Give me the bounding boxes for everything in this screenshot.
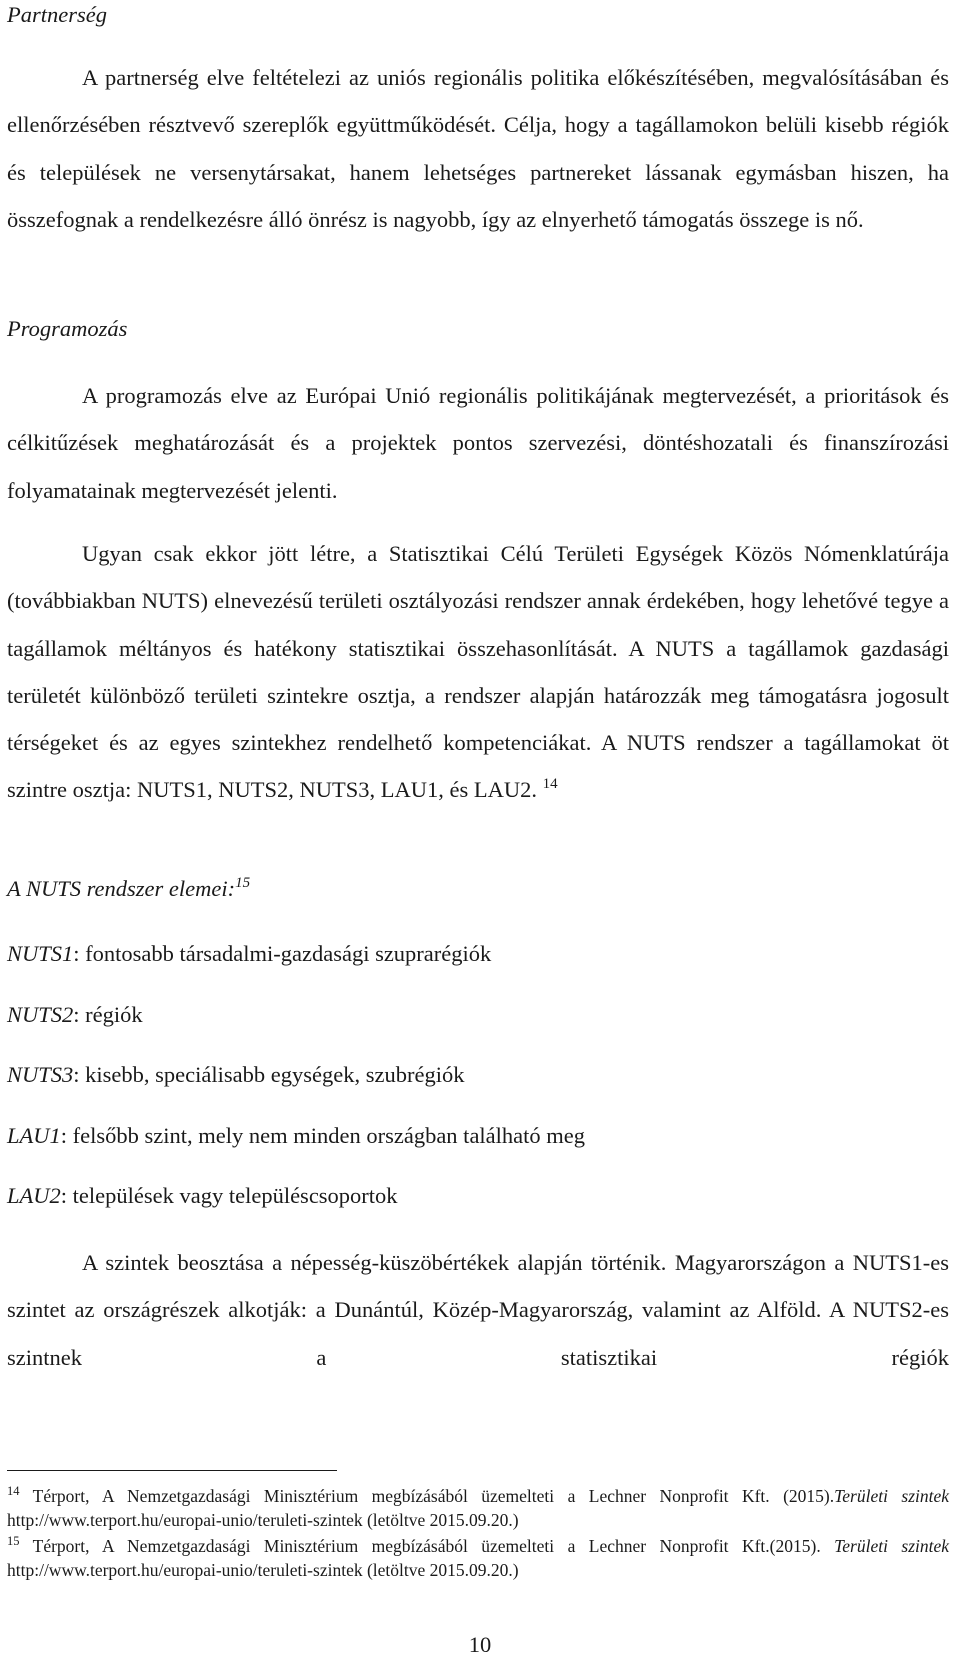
- nuts-list-item-nuts1: [7, 943, 491, 966]
- nuts-separator: :: [60, 1183, 73, 1208]
- nuts-desc: települések vagy településcsoportok: [72, 1183, 398, 1208]
- nuts-separator: :: [73, 1062, 86, 1087]
- nuts-elements-heading-text: A NUTS rendszer elemei:: [7, 876, 236, 901]
- footnote-title: Területi szintek: [834, 1486, 950, 1506]
- paragraph-partnerseg: A partnerség elve feltételezi az uniós regionális politika előkészítésében, megvalósításában és ellenőrzésében résztvevő szereplők együttműködését. Célja, hogy a tagállamokon belüli kisebb régiók és települések ne versenytársakat, hanem lehetséges partnereket lássanak egymásban hiszen, ha összefognak a rendelkezésre álló önrész is nagyobb, így az elnyerhető támogatás összege is nő.: [7, 65, 949, 232]
- footnote-15: [7, 1534, 949, 1582]
- footnote-text: Térport, A Nemzetgazdasági Minisztérium megbízásából üzemelteti a Lechner Nonprofit Kft.(2015).: [32, 1536, 835, 1556]
- nuts-list-item-nuts2: [7, 1004, 143, 1027]
- section-heading-programozas: Programozás: [7, 316, 128, 341]
- paragraph-nuts: [7, 530, 949, 814]
- nuts-desc: felsőbb szint, mely nem minden országban található meg: [72, 1123, 586, 1148]
- nuts-separator: :: [73, 1002, 86, 1027]
- nuts-list-item-lau1: [7, 1125, 585, 1148]
- footnote-number: 14: [7, 1484, 20, 1498]
- footnote-text: Térport, A Nemzetgazdasági Minisztérium megbízásából üzemelteti a Lechner Nonprofit Kft. (2015).: [32, 1486, 835, 1506]
- nuts-term: LAU1: [7, 1123, 61, 1148]
- nuts-elements-heading: [7, 875, 251, 901]
- nuts-desc: fontosabb társadalmi-gazdasági szuprarégiók: [85, 941, 492, 966]
- paragraph-szintek: A szintek beosztása a népesség-küszöbértékek alapján történik. Magyarországon a NUTS1-es szintet az országrészek alkotják: a Dunántúl, Közép-Magyarország, valamint az Alföld. A NUTS2-es szintnek a statisztikai régiók: [7, 1250, 949, 1370]
- nuts-term: LAU2: [7, 1183, 61, 1208]
- footnote-14: [7, 1484, 949, 1532]
- nuts-term: NUTS1: [7, 941, 74, 966]
- paragraph-programozas: A programozás elve az Európai Unió regionális politikájának megtervezését, a prioritások és célkitűzések meghatározását és a projektek pontos szervezési, döntéshozatali és finanszírozási folyamatainak megtervezését jelenti.: [7, 383, 949, 503]
- page-number: 10: [468, 1632, 492, 1657]
- footnote-separator: [7, 1470, 337, 1471]
- paragraph-nuts-text: Ugyan csak ekkor jött létre, a Statisztikai Célú Területi Egységek Közös Nómenklatúrája (továbbiakban NUTS) elnevezésű területi osztályozási rendszer annak érdekében, hogy lehetővé tegye a tagállamok méltányos és hatékony statisztikai összehasonlítását. A NUTS a tagállamok gazdasági területét különböző területi szintekre osztja, a rendszer alapján határozzák meg támogatásra jogosult térségeket és az egyes szintekhez rendelhető kompetenciákat. A NUTS rendszer a tagállamokat öt szintre osztja: NUTS1, NUTS2, NUTS3, LAU1, és LAU2.: [7, 541, 949, 803]
- footnote-ref-14: 14: [542, 776, 558, 793]
- nuts-term: NUTS2: [7, 1002, 74, 1027]
- footnote-title: Területi szintek: [834, 1536, 950, 1556]
- section-heading-partnerseg: Partnerség: [7, 2, 107, 27]
- nuts-separator: :: [73, 941, 86, 966]
- nuts-list-item-nuts3: [7, 1064, 464, 1087]
- nuts-term: NUTS3: [7, 1062, 74, 1087]
- nuts-list-item-lau2: [7, 1185, 398, 1208]
- nuts-separator: :: [60, 1123, 73, 1148]
- footnote-url: http://www.terport.hu/europai-unio/teruleti-szintek (letöltve 2015.09.20.): [7, 1510, 519, 1530]
- nuts-desc: régiók: [85, 1002, 143, 1027]
- footnote-number: 15: [7, 1534, 20, 1548]
- footnote-ref-15: 15: [235, 875, 251, 891]
- footnote-url: http://www.terport.hu/europai-unio/teruleti-szintek (letöltve 2015.09.20.): [7, 1560, 519, 1580]
- nuts-desc: kisebb, speciálisabb egységek, szubrégiók: [85, 1062, 465, 1087]
